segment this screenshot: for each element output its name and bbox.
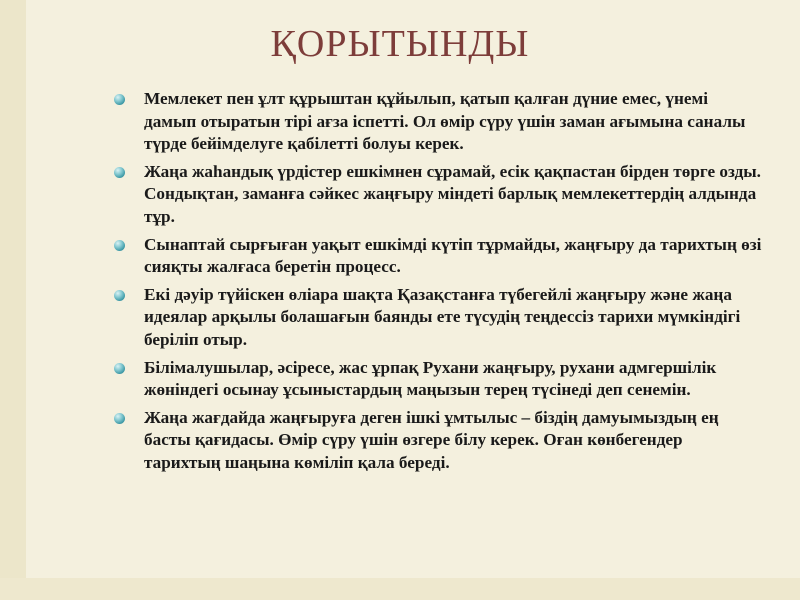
bullet-icon — [114, 290, 125, 301]
bullet-icon — [114, 167, 125, 178]
decorative-side-strip — [0, 0, 26, 600]
bullet-item — [112, 161, 762, 229]
bullet-text: Мемлекет пен ұлт құрыштан құйылып, қатып қалған дүние емес, үнемі дамып отыратын тірі ағза іспетті. Ол өмір сүру үшін заман ағымына саналы түрде бейімделуге қабілетті болуы керек. — [144, 89, 746, 154]
bullet-text: Сынаптай сырғыған уақыт ешкімді күтіп тұрмайды, жаңғыру да тарихтың өзі сияқты жалғаса беретін процесс. — [144, 234, 762, 277]
bullet-text: Жаңа жаһандық үрдістер ешкімнен сұрамай, есік қақпастан бірден төрге озды. Сондықтан, заманға сәйкес жаңғыру міндеті барлық мемлекеттердің алдында тұр. — [144, 161, 761, 226]
bullet-item — [112, 88, 762, 156]
bullet-icon — [114, 413, 125, 424]
decorative-bottom-strip — [0, 578, 800, 600]
bullet-item — [112, 357, 762, 402]
bullet-list — [112, 88, 762, 480]
bullet-icon — [114, 363, 125, 374]
bullet-text: Білімалушылар, әсіресе, жас ұрпақ Рухани жаңғыру, рухани адмгершілік жөніндегі осынау ұсыныстардың маңызын терең түсінеді деп сенемін. — [144, 357, 717, 400]
slide-title: ҚОРЫТЫНДЫ — [270, 23, 530, 65]
bullet-icon — [114, 240, 125, 251]
bullet-text: Екі дәуір түйіскен өліара шақта Қазақстанға түбегейлі жаңғыру және жаңа идеялар арқылы болашағын баянды ете түсудің теңдессіз тарихи мүмкіндігі беріліп отыр. — [144, 284, 741, 349]
bullet-item — [112, 234, 762, 279]
bullet-item — [112, 407, 762, 475]
bullet-text: Жаңа жағдайда жаңғыруға деген ішкі ұмтылыс – біздің дамуымыздың ең басты қағидасы. Өмір сүру үшін өзгере білу керек. Оған көнбегендер тарихтың шаңына көміліп қала береді. — [144, 407, 719, 472]
bullet-item — [112, 284, 762, 352]
bullet-icon — [114, 94, 125, 105]
